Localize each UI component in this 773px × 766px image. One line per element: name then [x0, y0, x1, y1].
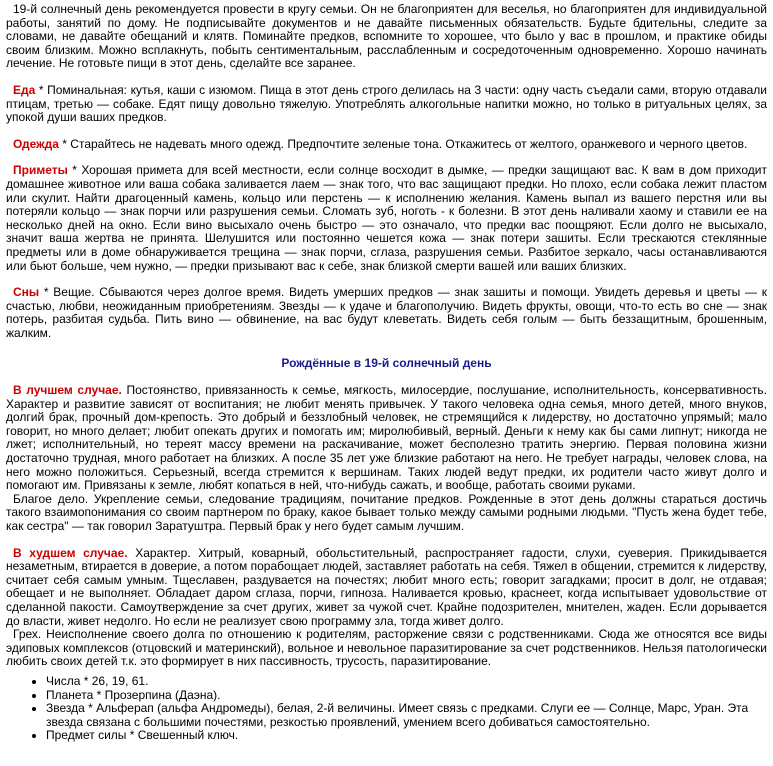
food-text: * Поминальная: кутья, каши с изюмом. Пища в этот день строго делилась на 3 части: одну часть съедали сами, вторую отдавали птицам, третью — собаке. Едят пищу довольно тяжелую. Употреблять алкогольные напитки можно, но только в ритуальных целях, за упокой души ваших предков.: [6, 82, 767, 125]
food-paragraph: [6, 84, 767, 125]
best-case-text: Постоянство, привязанность к семье, мягкость, милосердие, послушание, исполнительность, консервативность. Характер и развитие зависят от воспитания; не любит менять привычек. У такого человека одна семья, много детей, много внуков, долгий брак, прочный дом-крепость. Это добрый и беззлобный человек, не стремящийся к лидерству, но достаточно упрямый; мало говорит, но много делает; любит опекать других и помогать им; миролюбивый, верный. Деньги к нему как бы сами липнут; никогда не лжет; исполнительный, но тереят массу времени на раскачивание, может бесполезно тратить энергию. Первая половина жизни достаточно трудная, много работает на близких. А после 35 лет уже близкие работают на него. Не требует награды, человек слова, на него можно положиться. Серьезный, всегда стремится к вершинам. Таких людей ведут предки, их родители часто живут долго и помогают им. Привязаны к земле, любят копаться в ней, что-нибудь сажать, и вообще, работать своими руками.: [6, 383, 768, 493]
list-item-planet: • Планета * Прозерпина (Даэна).: [46, 689, 767, 703]
attributes-list: [6, 675, 767, 743]
list-item-numbers: • Числа * 26, 19, 61.: [46, 675, 767, 689]
list-item-star: • Звезда * Альферап (альфа Андромеды), белая, 2-й величины. Имеет связь с предками. Слуги ее — Солнце, Марс, Уран. Эта звезда связана с большими почестями, резкостью проявлений, умением всего добиваться самостоятельно.: [46, 702, 767, 729]
dreams-paragraph: [6, 286, 767, 340]
section-heading: Рождённые в 19-й солнечный день: [281, 356, 492, 371]
list-item-power-object: • Предмет силы * Свешенный ключ.: [46, 729, 767, 743]
omens-term: Приметы: [13, 163, 68, 178]
dreams-text: * Вещие. Сбываются через долгое время. Видеть умерших предков — знак зашиты и помощи. Увидеть деревья и цветы — к счастью, любви, неожиданным приобретениям. Звезды — к удаче и благополучию. Видеть фрукты, овощи, что-то есть во сне — знак потерь, разбитая судьба. Пить вино — обвинение, на вас будут клеветать. Видеть себя голым — быть беззащитным, брошенным, жалким.: [6, 285, 767, 340]
omens-text: * Хорошая примета для всей местности, если солнце восходит в дымке, — предки защищают вас. К вам в дом приходит домашнее животное или ваша собака заливается лаем — знак того, что вас защищают предки. Но плохо, если собака лежит пластом или скулит. Найти драгоценный камень, кольцо или перстень — к исполнению желания. Камень выпал из вашего перстня или вы потеряли кольцо — знак порчи или разрушения семьи. Сломать зуб, ноготь - к болезни. В этот день наливали хаому и ставили ее на несколько дней на окно. Если вино высыхало очень быстро — это означало, что предки вас поощряют. Если долго не высыхало, значит ваша жертва не принята. Шелушится или постоянно чешется кожа — знак потери зашиты. Если трескаются стеклянные предметы или в доме обнаруживается трещина — знак порчи, сглаза, разрушения семьи. Разбитое зеркало, часы останавливаются или бьют больше, чем нужно, — предки призывают вас к себе, знак близкой смерти вашей или ваших близких.: [6, 163, 767, 273]
sin-paragraph: Грех. Неисполнение своего долга по отношению к родителям, расторжение связи с родственниками. Сюда же относятся все виды эдиповых комплексов (отцовский и материнский), вольное и невольное паразитирование за счет родственников. Нельзя патологически любить своих детей т.к. это формирует в них пассивность, трусость, паразитирование.: [6, 627, 767, 669]
worst-case-term: В худшем случае.: [13, 545, 128, 560]
clothing-term: Одежда: [13, 136, 59, 151]
virtue-paragraph: Благое дело. Укрепление семьи, следование традициям, почитание предков. Рожденные в этот день должны стараться достичь такого взаимопонимания со своим партнером по браку, какое бывает только между самыми родными людьми. "Пусть жена будет тебе, как сестра" — так говорил Заратуштра. Первый брак у него будет самым лучшим.: [6, 491, 767, 533]
best-case-term: В лучшем случае.: [13, 383, 122, 398]
omens-paragraph: [6, 164, 767, 273]
worst-case-paragraph: [6, 547, 767, 629]
intro-paragraph: 19-й солнечный день рекомендуется провести в кругу семьи. Он не благоприятен для веселья, но благоприятен для индивидуальной работы, занятий по дому. Не подписывайте документов и не давайте письменных обязательств. Будьте бдительны, следите за словами, не давайте обещаний и клятв. Поминайте предков, вспомните то хорошее, что было у вас в прошлом, и практике обиды своим близким. Можно всплакнуть, побыть сентиментальным, расслабленным и сосредоточенным одновременно. Хорошо начинать лечение. Не готовьте пищи в этот день, сделайте все заранее.: [6, 2, 767, 71]
clothing-paragraph: [6, 138, 767, 152]
dreams-term: Сны: [13, 285, 40, 300]
best-case-paragraph: [6, 384, 767, 493]
food-term: Еда: [13, 82, 36, 97]
clothing-text: * Старайтесь не надевать много одежд. Предпочтите зеленые тона. Откажитесь от желтого, оранжевого и черного цветов.: [58, 136, 748, 151]
worst-case-text: Характер. Хитрый, коварный, обольстительный, распространяет гадости, слухи, суеверия. Прикидывается незаметным, втирается в доверие, а потом порабощает людей, заставляет работать на себя. Тяжел в общении, стремится к лидерству, считает себя самым умным. Тщеславен, раздувается на почестях; любит много есть; говорит загадками; просит в долг, не отдавая; обещает и не выполняет. Обладает даром сглаза, порчи, гипноза. Наливается кровью, краснеет, когда испытывает удовольствие от сделанной пакости. Самоутверждение за счет других, живет за чужой счет. Крайне подозрителен, мнителен, жаден. Если дорывается до власти, живет недолго. Но если не реализует свою программу зла, тогда живет долго.: [6, 545, 767, 628]
